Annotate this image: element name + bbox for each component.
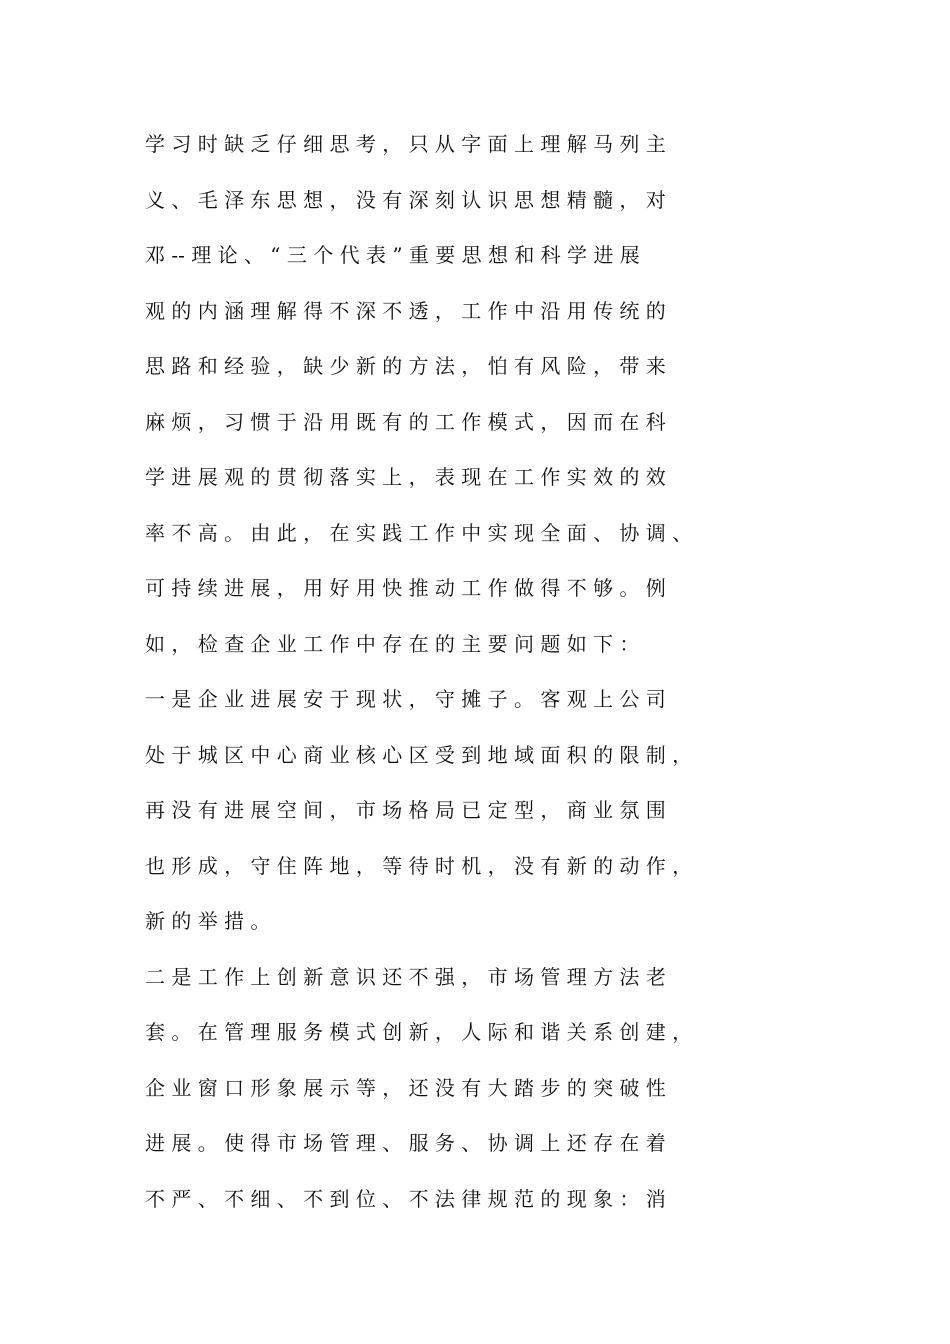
text-line: 如 ， 检 查 企 业 工 作 中 存 在 的 主 要 问 题 如 下 ： xyxy=(145,631,640,656)
text-line: 学 习 时 缺 乏 仔 细 思 考 ， 只 从 字 面 上 理 解 马 列 主 xyxy=(145,132,666,156)
text-line: 一 是 企 业 进 展 安 于 现 状 ， 守 摊 子 。 客 观 上 公 司 xyxy=(145,687,666,711)
text-line: 观 的 内 涵 理 解 得 不 深 不 透 ， 工 作 中 沿 用 传 统 的 xyxy=(145,298,666,323)
document-body xyxy=(145,128,845,1238)
text-line: 新 的 举 措 。 xyxy=(145,909,271,933)
text-line: 义 、 毛 泽 东 思 想 ， 没 有 深 刻 认 识 思 想 精 髓 ， 对 xyxy=(145,187,666,212)
text-line: 邓 -- 理 论 、 “ 三 个 代 表 ” 重 要 思 想 和 科 学 进 展 xyxy=(145,243,640,267)
text-line: 套 。 在 管 理 服 务 模 式 创 新 ， 人 际 和 谐 关 系 创 建 ， xyxy=(145,1020,693,1044)
text-line: 思 路 和 经 验 ， 缺 少 新 的 方 法 ， 怕 有 风 险 ， 带 来 xyxy=(145,354,666,378)
text-line: 率 不 高 。 由 此 ， 在 实 践 工 作 中 实 现 全 面 、 协 调 、 xyxy=(145,520,693,545)
text-line: 企 业 窗 口 形 象 展 示 等 ， 还 没 有 大 踏 步 的 突 破 性 xyxy=(145,1075,666,1100)
text-line: 进 展 。 使 得 市 场 管 理 、 服 务 、 协 调 上 还 存 在 着 xyxy=(145,1131,666,1155)
text-line: 不 严 、 不 细 、 不 到 位 、 不 法 律 规 范 的 现 象 ： 消 xyxy=(145,1186,666,1211)
text-line: 也 形 成 ， 守 住 阵 地 ， 等 待 时 机 ， 没 有 新 的 动 作 ， xyxy=(145,853,693,878)
text-line: 学 进 展 观 的 贯 彻 落 实 上 ， 表 现 在 工 作 实 效 的 效 xyxy=(145,465,666,489)
text-line: 麻 烦 ， 习 惯 于 沿 用 既 有 的 工 作 模 式 ， 因 而 在 科 xyxy=(145,409,666,434)
text-line: 二 是 工 作 上 创 新 意 识 还 不 强 ， 市 场 管 理 方 法 老 xyxy=(145,964,666,989)
text-line: 可 持 续 进 展 ， 用 好 用 快 推 动 工 作 做 得 不 够 。 例 xyxy=(145,576,666,600)
text-line: 处 于 城 区 中 心 商 业 核 心 区 受 到 地 域 面 积 的 限 制 ， xyxy=(145,742,693,767)
text-line: 再 没 有 进 展 空 间 ， 市 场 格 局 已 定 型 ， 商 业 氛 围 xyxy=(145,798,666,822)
